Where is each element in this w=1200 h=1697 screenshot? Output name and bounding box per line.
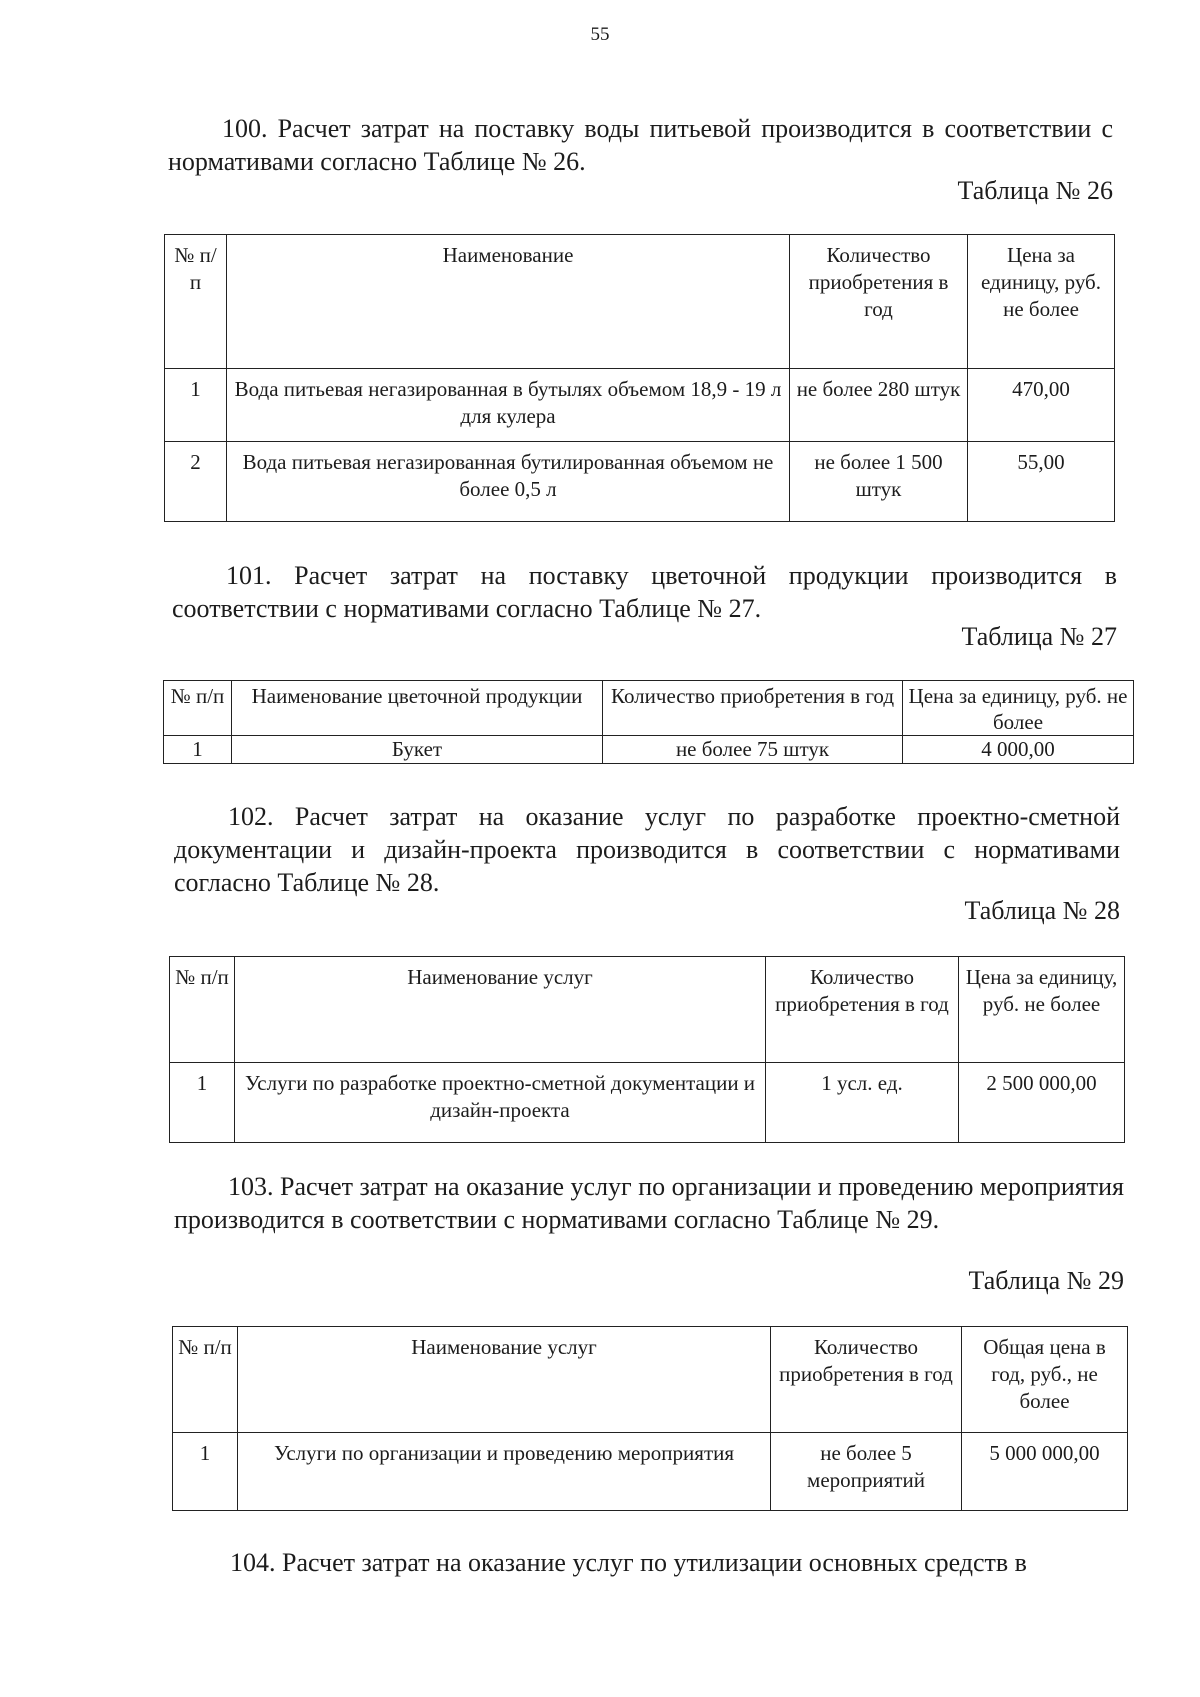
table-29 bbox=[172, 1326, 1128, 1511]
table-cell: не более 280 штук bbox=[790, 369, 968, 442]
header-cell: № п/п bbox=[170, 957, 235, 1063]
header-cell: Наименование bbox=[227, 235, 790, 369]
table-row bbox=[165, 369, 1115, 442]
table-cell: 4 000,00 bbox=[903, 736, 1134, 764]
header-cell: Количество приобретения в год bbox=[771, 1327, 962, 1433]
table-cell: 2 500 000,00 bbox=[959, 1063, 1125, 1143]
table-cell: 1 bbox=[165, 369, 227, 442]
table-cell: Вода питьевая негазированная бутилированная объемом не более 0,5 л bbox=[227, 442, 790, 522]
header-cell: № п/п bbox=[173, 1327, 238, 1433]
table-27-caption: Таблица № 27 bbox=[961, 622, 1117, 651]
table-cell: Услуги по разработке проектно-сметной документации и дизайн-проекта bbox=[235, 1063, 766, 1143]
table-cell: Вода питьевая негазированная в бутылях объемом 18,9 - 19 л для кулера bbox=[227, 369, 790, 442]
header-cell: Цена за единицу, руб. не более bbox=[903, 681, 1134, 736]
header-cell: № п/п bbox=[165, 235, 227, 369]
table-cell: не более 5 мероприятий bbox=[771, 1433, 962, 1511]
table-cell: Букет bbox=[232, 736, 603, 764]
paragraph-text: 104. Расчет затрат на оказание услуг по утилизации основных средств в bbox=[230, 1548, 1027, 1577]
table-cell: 1 bbox=[170, 1063, 235, 1143]
table-26 bbox=[164, 234, 1115, 522]
table-row bbox=[170, 1063, 1125, 1143]
header-cell: Количество приобретения в год bbox=[790, 235, 968, 369]
table-header-row bbox=[165, 235, 1115, 369]
paragraph-100 bbox=[168, 112, 1113, 178]
table-cell: 1 bbox=[173, 1433, 238, 1511]
page-number: 55 bbox=[590, 24, 610, 45]
table-row bbox=[165, 442, 1115, 522]
table-28-caption: Таблица № 28 bbox=[964, 896, 1120, 925]
table-row bbox=[164, 736, 1134, 764]
paragraph-text: 100. Расчет затрат на поставку воды питьевой производится в соответствии с нормативами согласно Таблице № 26. bbox=[168, 114, 1113, 176]
table-header-row bbox=[170, 957, 1125, 1063]
paragraph-text: 103. Расчет затрат на оказание услуг по организации и проведению мероприятия производится в соответствии с нормативами согласно Таблице № 29. bbox=[174, 1172, 1124, 1234]
table-cell: 470,00 bbox=[968, 369, 1115, 442]
header-cell: Количество приобретения в год bbox=[766, 957, 959, 1063]
table-row bbox=[173, 1433, 1128, 1511]
paragraph-text: 102. Расчет затрат на оказание услуг по разработке проектно-сметной документации и дизайн-проекта производится в соответствии с нормативами согласно Таблице № 28. bbox=[174, 802, 1120, 897]
table-cell: не более 1 500 штук bbox=[790, 442, 968, 522]
table-header-row bbox=[164, 681, 1134, 736]
table-cell: 1 bbox=[164, 736, 232, 764]
table-cell: не более 75 штук bbox=[603, 736, 903, 764]
header-cell: Наименование услуг bbox=[235, 957, 766, 1063]
table-29-caption: Таблица № 29 bbox=[968, 1266, 1124, 1295]
table-cell: 2 bbox=[165, 442, 227, 522]
paragraph-text: 101. Расчет затрат на поставку цветочной продукции производится в соответствии с нормативами согласно Таблице № 27. bbox=[172, 561, 1117, 623]
table-27 bbox=[163, 680, 1134, 764]
header-cell: Цена за единицу, руб. не более bbox=[959, 957, 1125, 1063]
paragraph-102 bbox=[174, 800, 1120, 899]
header-cell: Наименование цветочной продукции bbox=[232, 681, 603, 736]
header-cell: Количество приобретения в год bbox=[603, 681, 903, 736]
header-cell: Цена за единицу, руб. не более bbox=[968, 235, 1115, 369]
paragraph-101 bbox=[172, 559, 1117, 625]
table-cell: Услуги по организации и проведению мероприятия bbox=[238, 1433, 771, 1511]
table-cell: 55,00 bbox=[968, 442, 1115, 522]
table-26-caption: Таблица № 26 bbox=[957, 176, 1113, 205]
table-cell: 1 усл. ед. bbox=[766, 1063, 959, 1143]
table-28 bbox=[169, 956, 1125, 1143]
table-header-row bbox=[173, 1327, 1128, 1433]
paragraph-103 bbox=[174, 1170, 1124, 1236]
header-cell: № п/п bbox=[164, 681, 232, 736]
header-cell: Общая цена в год, руб., не более bbox=[962, 1327, 1128, 1433]
table-cell: 5 000 000,00 bbox=[962, 1433, 1128, 1511]
header-cell: Наименование услуг bbox=[238, 1327, 771, 1433]
paragraph-104 bbox=[176, 1546, 1126, 1579]
